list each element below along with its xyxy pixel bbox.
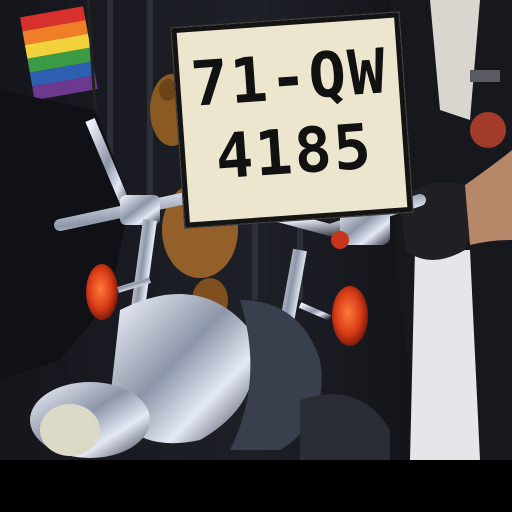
plate-line-2: 4185	[213, 109, 376, 194]
handlebar-control-left	[120, 195, 160, 225]
turn-signal-right	[332, 286, 368, 346]
license-plate	[171, 12, 412, 227]
turn-signal-left	[86, 264, 118, 320]
vest-label	[470, 70, 500, 82]
rider-shirt-lower	[410, 250, 480, 460]
plate-line-1: 71-QW	[188, 34, 390, 121]
bottom-black-band	[0, 460, 512, 512]
front-lamp	[40, 404, 100, 456]
red-knob	[331, 231, 349, 249]
vest-patch	[470, 112, 506, 148]
